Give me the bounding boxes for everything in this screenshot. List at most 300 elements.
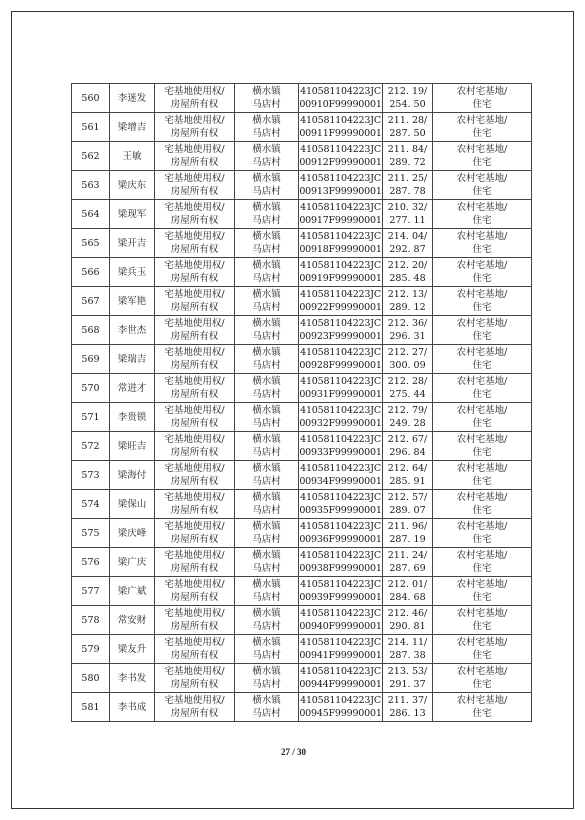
document-page [11,11,574,809]
location-cell [235,577,299,606]
location-line: 横水镇 [252,231,281,242]
property-code-line: 410581104223JC [300,144,381,155]
right-type-line: 宅基地使用权/ [164,202,225,213]
area-line: 289. 07 [389,505,426,516]
right-type-line: 房屋所有权 [170,186,219,197]
location-line: 横水镇 [252,289,281,300]
right-type-cell [155,548,235,577]
owner-name-cell: 梁军艳 [110,287,155,316]
property-code-cell [299,345,383,374]
right-type-cell [155,84,235,113]
row-number-cell: 571 [72,403,110,432]
property-code-line: 00928F99990001 [299,360,382,371]
right-type-line: 房屋所有权 [170,534,219,545]
property-code-cell [299,258,383,287]
location-line: 横水镇 [252,144,281,155]
property-code-line: 410581104223JC [300,86,381,97]
page-number: 27 / 30 [280,747,306,757]
location-line: 横水镇 [252,434,281,445]
property-code-cell [299,548,383,577]
area-cell [383,693,433,722]
area-cell [383,664,433,693]
location-line: 马店村 [252,534,281,545]
land-use-line: 住宅 [472,215,492,226]
land-use-line: 住宅 [472,447,492,458]
right-type-line: 宅基地使用权/ [164,608,225,619]
location-cell [235,693,299,722]
table-row [72,374,532,403]
land-use-line: 住宅 [472,360,492,371]
land-use-line: 农村宅基地/ [456,202,508,213]
land-use-line: 住宅 [472,418,492,429]
area-line: 287. 19 [389,534,426,545]
area-line: 296. 31 [389,331,426,342]
right-type-line: 宅基地使用权/ [164,231,225,242]
location-line: 马店村 [252,99,281,110]
property-code-line: 00931F99990001 [299,389,382,400]
row-number-cell: 560 [72,84,110,113]
property-code-line: 410581104223JC [300,376,381,387]
area-cell [383,316,433,345]
location-line: 马店村 [252,186,281,197]
right-type-line: 房屋所有权 [170,215,219,226]
owner-name-cell: 李世杰 [110,316,155,345]
land-use-line: 农村宅基地/ [456,144,508,155]
row-number-cell: 565 [72,229,110,258]
property-code-line: 00913F99990001 [299,186,382,197]
property-code-cell [299,287,383,316]
owner-name-cell: 王敏 [110,142,155,171]
property-code-line: 410581104223JC [300,260,381,271]
land-use-cell [433,635,532,664]
land-use-cell [433,664,532,693]
property-code-cell [299,461,383,490]
area-line: 290. 81 [389,621,426,632]
right-type-cell [155,403,235,432]
right-type-line: 房屋所有权 [170,447,219,458]
area-cell [383,84,433,113]
owner-name-cell: 李贵锁 [110,403,155,432]
right-type-line: 宅基地使用权/ [164,521,225,532]
land-use-line: 住宅 [472,157,492,168]
right-type-cell [155,432,235,461]
area-line: 212. 57/ [387,492,428,503]
property-code-line: 410581104223JC [300,434,381,445]
area-line: 287. 69 [389,563,426,574]
right-type-cell [155,258,235,287]
table-row [72,171,532,200]
right-type-cell [155,229,235,258]
row-number-cell: 568 [72,316,110,345]
owner-name-cell: 梁旺吉 [110,432,155,461]
location-line: 横水镇 [252,115,281,126]
area-line: 292. 87 [389,244,426,255]
location-line: 马店村 [252,418,281,429]
right-type-cell [155,490,235,519]
location-line: 横水镇 [252,86,281,97]
land-use-cell [433,606,532,635]
table-row [72,693,532,722]
location-cell [235,345,299,374]
area-cell [383,229,433,258]
location-line: 横水镇 [252,376,281,387]
property-code-line: 410581104223JC [300,579,381,590]
land-use-cell [433,693,532,722]
area-cell [383,519,433,548]
land-use-line: 住宅 [472,592,492,603]
location-line: 马店村 [252,215,281,226]
area-line: 211. 28/ [387,115,428,126]
area-cell [383,171,433,200]
area-line: 212. 27/ [387,347,428,358]
area-line: 212. 46/ [387,608,428,619]
land-use-line: 住宅 [472,273,492,284]
right-type-line: 房屋所有权 [170,331,219,342]
area-line: 211. 37/ [387,695,428,706]
location-cell [235,229,299,258]
land-use-cell [433,142,532,171]
right-type-cell [155,519,235,548]
row-number-cell: 572 [72,432,110,461]
owner-name-cell: 梁广斌 [110,577,155,606]
property-code-line: 410581104223JC [300,347,381,358]
row-number-cell: 576 [72,548,110,577]
land-use-line: 住宅 [472,476,492,487]
location-line: 马店村 [252,302,281,313]
area-line: 287. 50 [389,128,426,139]
right-type-cell [155,287,235,316]
right-type-line: 宅基地使用权/ [164,318,225,329]
property-code-cell [299,403,383,432]
land-use-line: 农村宅基地/ [456,86,508,97]
owner-name-cell: 李书发 [110,664,155,693]
land-use-cell [433,171,532,200]
location-line: 横水镇 [252,318,281,329]
table-row [72,577,532,606]
location-cell [235,461,299,490]
area-line: 289. 72 [389,157,426,168]
area-line: 284. 68 [389,592,426,603]
area-line: 212. 13/ [387,289,428,300]
area-line: 211. 96/ [387,521,428,532]
row-number-cell: 567 [72,287,110,316]
property-code-line: 410581104223JC [300,521,381,532]
property-code-line: 00922F99990001 [299,302,382,313]
right-type-line: 宅基地使用权/ [164,260,225,271]
table-row [72,345,532,374]
location-cell [235,635,299,664]
land-use-cell [433,490,532,519]
location-line: 马店村 [252,563,281,574]
area-cell [383,200,433,229]
right-type-cell [155,171,235,200]
right-type-line: 宅基地使用权/ [164,695,225,706]
property-code-cell [299,316,383,345]
land-use-line: 住宅 [472,708,492,719]
right-type-line: 房屋所有权 [170,418,219,429]
row-number-cell: 577 [72,577,110,606]
property-code-line: 410581104223JC [300,492,381,503]
location-cell [235,142,299,171]
owner-name-cell: 常安财 [110,606,155,635]
area-line: 214. 11/ [387,637,428,648]
area-line: 277. 11 [389,215,426,226]
property-code-line: 00911F99990001 [299,128,382,139]
right-type-line: 房屋所有权 [170,99,219,110]
property-code-cell [299,374,383,403]
right-type-line: 宅基地使用权/ [164,144,225,155]
land-use-line: 住宅 [472,244,492,255]
property-code-cell [299,519,383,548]
area-line: 289. 12 [389,302,426,313]
right-type-cell [155,142,235,171]
row-number-cell: 561 [72,113,110,142]
land-use-cell [433,229,532,258]
property-register-table [71,83,532,722]
land-use-cell [433,432,532,461]
land-use-line: 农村宅基地/ [456,260,508,271]
right-type-line: 房屋所有权 [170,302,219,313]
area-line: 214. 04/ [387,231,428,242]
table-row [72,200,532,229]
property-code-line: 00934F99990001 [299,476,382,487]
table-row [72,432,532,461]
owner-name-cell: 梁瑞吉 [110,345,155,374]
property-code-line: 00944F99990001 [299,679,382,690]
land-use-line: 住宅 [472,534,492,545]
location-line: 横水镇 [252,550,281,561]
row-number-cell: 563 [72,171,110,200]
area-cell [383,142,433,171]
register-body [72,84,532,722]
area-line: 285. 91 [389,476,426,487]
land-use-cell [433,84,532,113]
area-cell [383,345,433,374]
location-line: 马店村 [252,244,281,255]
right-type-cell [155,635,235,664]
row-number-cell: 575 [72,519,110,548]
property-code-line: 00935F99990001 [299,505,382,516]
owner-name-cell: 梁庆峰 [110,519,155,548]
right-type-line: 宅基地使用权/ [164,550,225,561]
location-cell [235,258,299,287]
land-use-line: 农村宅基地/ [456,376,508,387]
land-use-line: 农村宅基地/ [456,608,508,619]
land-use-line: 农村宅基地/ [456,231,508,242]
location-cell [235,403,299,432]
location-line: 马店村 [252,679,281,690]
land-use-line: 住宅 [472,505,492,516]
property-code-cell [299,490,383,519]
location-line: 马店村 [252,128,281,139]
property-code-line: 00919F99990001 [299,273,382,284]
property-code-cell [299,432,383,461]
location-cell [235,606,299,635]
location-line: 横水镇 [252,666,281,677]
property-code-line: 410581104223JC [300,608,381,619]
property-code-line: 410581104223JC [300,115,381,126]
table-row [72,606,532,635]
area-line: 291. 37 [389,679,426,690]
table-row [72,664,532,693]
land-use-cell [433,519,532,548]
row-number-cell: 566 [72,258,110,287]
area-line: 211. 24/ [387,550,428,561]
location-line: 横水镇 [252,347,281,358]
right-type-cell [155,664,235,693]
land-use-line: 住宅 [472,128,492,139]
location-cell [235,519,299,548]
area-line: 212. 67/ [387,434,428,445]
table-row [72,519,532,548]
table-row [72,635,532,664]
area-line: 212. 36/ [387,318,428,329]
land-use-cell [433,345,532,374]
area-line: 249. 28 [389,418,426,429]
property-code-line: 00936F99990001 [299,534,382,545]
right-type-line: 房屋所有权 [170,157,219,168]
land-use-line: 农村宅基地/ [456,318,508,329]
right-type-line: 房屋所有权 [170,128,219,139]
location-cell [235,548,299,577]
property-code-line: 00917F99990001 [299,215,382,226]
location-cell [235,287,299,316]
right-type-line: 宅基地使用权/ [164,492,225,503]
area-cell [383,113,433,142]
right-type-cell [155,606,235,635]
location-line: 横水镇 [252,695,281,706]
property-code-line: 410581104223JC [300,666,381,677]
right-type-line: 宅基地使用权/ [164,86,225,97]
right-type-line: 宅基地使用权/ [164,405,225,416]
property-code-line: 410581104223JC [300,231,381,242]
location-line: 横水镇 [252,173,281,184]
land-use-line: 农村宅基地/ [456,550,508,561]
right-type-line: 宅基地使用权/ [164,434,225,445]
property-code-line: 410581104223JC [300,318,381,329]
land-use-line: 住宅 [472,302,492,313]
table-row [72,84,532,113]
area-line: 300. 09 [389,360,426,371]
area-line: 213. 53/ [387,666,428,677]
table-row [72,316,532,345]
right-type-line: 房屋所有权 [170,273,219,284]
area-line: 211. 25/ [387,173,428,184]
area-line: 212. 19/ [387,86,428,97]
location-line: 横水镇 [252,608,281,619]
right-type-line: 房屋所有权 [170,389,219,400]
land-use-cell [433,548,532,577]
area-cell [383,606,433,635]
right-type-cell [155,345,235,374]
owner-name-cell: 梁广庆 [110,548,155,577]
area-cell [383,403,433,432]
owner-name-cell: 梁保山 [110,490,155,519]
table-row [72,548,532,577]
property-code-line: 00918F99990001 [299,244,382,255]
location-line: 横水镇 [252,202,281,213]
owner-name-cell: 梁兵玉 [110,258,155,287]
location-cell [235,113,299,142]
land-use-line: 住宅 [472,650,492,661]
owner-name-cell: 梁友升 [110,635,155,664]
table-row [72,461,532,490]
property-code-line: 00933F99990001 [299,447,382,458]
property-code-line: 00923F99990001 [299,331,382,342]
location-line: 马店村 [252,592,281,603]
property-code-line: 410581104223JC [300,173,381,184]
owner-name-cell: 常进才 [110,374,155,403]
property-code-cell [299,635,383,664]
row-number-cell: 569 [72,345,110,374]
location-line: 马店村 [252,360,281,371]
location-line: 马店村 [252,447,281,458]
right-type-line: 房屋所有权 [170,708,219,719]
row-number-cell: 570 [72,374,110,403]
area-cell [383,548,433,577]
row-number-cell: 581 [72,693,110,722]
right-type-line: 房屋所有权 [170,505,219,516]
area-cell [383,374,433,403]
land-use-cell [433,403,532,432]
property-code-line: 410581104223JC [300,550,381,561]
right-type-line: 房屋所有权 [170,592,219,603]
location-line: 横水镇 [252,492,281,503]
owner-name-cell: 梁增吉 [110,113,155,142]
right-type-line: 宅基地使用权/ [164,463,225,474]
owner-name-cell: 梁开吉 [110,229,155,258]
right-type-line: 宅基地使用权/ [164,115,225,126]
area-cell [383,635,433,664]
right-type-line: 房屋所有权 [170,476,219,487]
property-code-line: 00945F99990001 [299,708,382,719]
area-line: 212. 64/ [387,463,428,474]
table-row [72,142,532,171]
land-use-line: 农村宅基地/ [456,463,508,474]
property-code-cell [299,229,383,258]
land-use-line: 住宅 [472,331,492,342]
property-code-line: 410581104223JC [300,695,381,706]
location-cell [235,490,299,519]
location-line: 马店村 [252,708,281,719]
row-number-cell: 580 [72,664,110,693]
location-cell [235,432,299,461]
property-code-line: 00938F99990001 [299,563,382,574]
property-code-cell [299,577,383,606]
owner-name-cell: 李迷发 [110,84,155,113]
land-use-line: 农村宅基地/ [456,347,508,358]
right-type-line: 房屋所有权 [170,679,219,690]
right-type-line: 房屋所有权 [170,360,219,371]
area-cell [383,258,433,287]
property-code-cell [299,113,383,142]
row-number-cell: 578 [72,606,110,635]
land-use-line: 住宅 [472,99,492,110]
area-line: 254. 50 [389,99,426,110]
location-line: 马店村 [252,331,281,342]
area-line: 287. 38 [389,650,426,661]
right-type-line: 房屋所有权 [170,621,219,632]
owner-name-cell: 梁庆东 [110,171,155,200]
location-line: 横水镇 [252,463,281,474]
right-type-line: 房屋所有权 [170,244,219,255]
land-use-line: 农村宅基地/ [456,695,508,706]
land-use-cell [433,287,532,316]
land-use-line: 农村宅基地/ [456,521,508,532]
right-type-line: 宅基地使用权/ [164,173,225,184]
location-line: 横水镇 [252,637,281,648]
location-line: 横水镇 [252,521,281,532]
